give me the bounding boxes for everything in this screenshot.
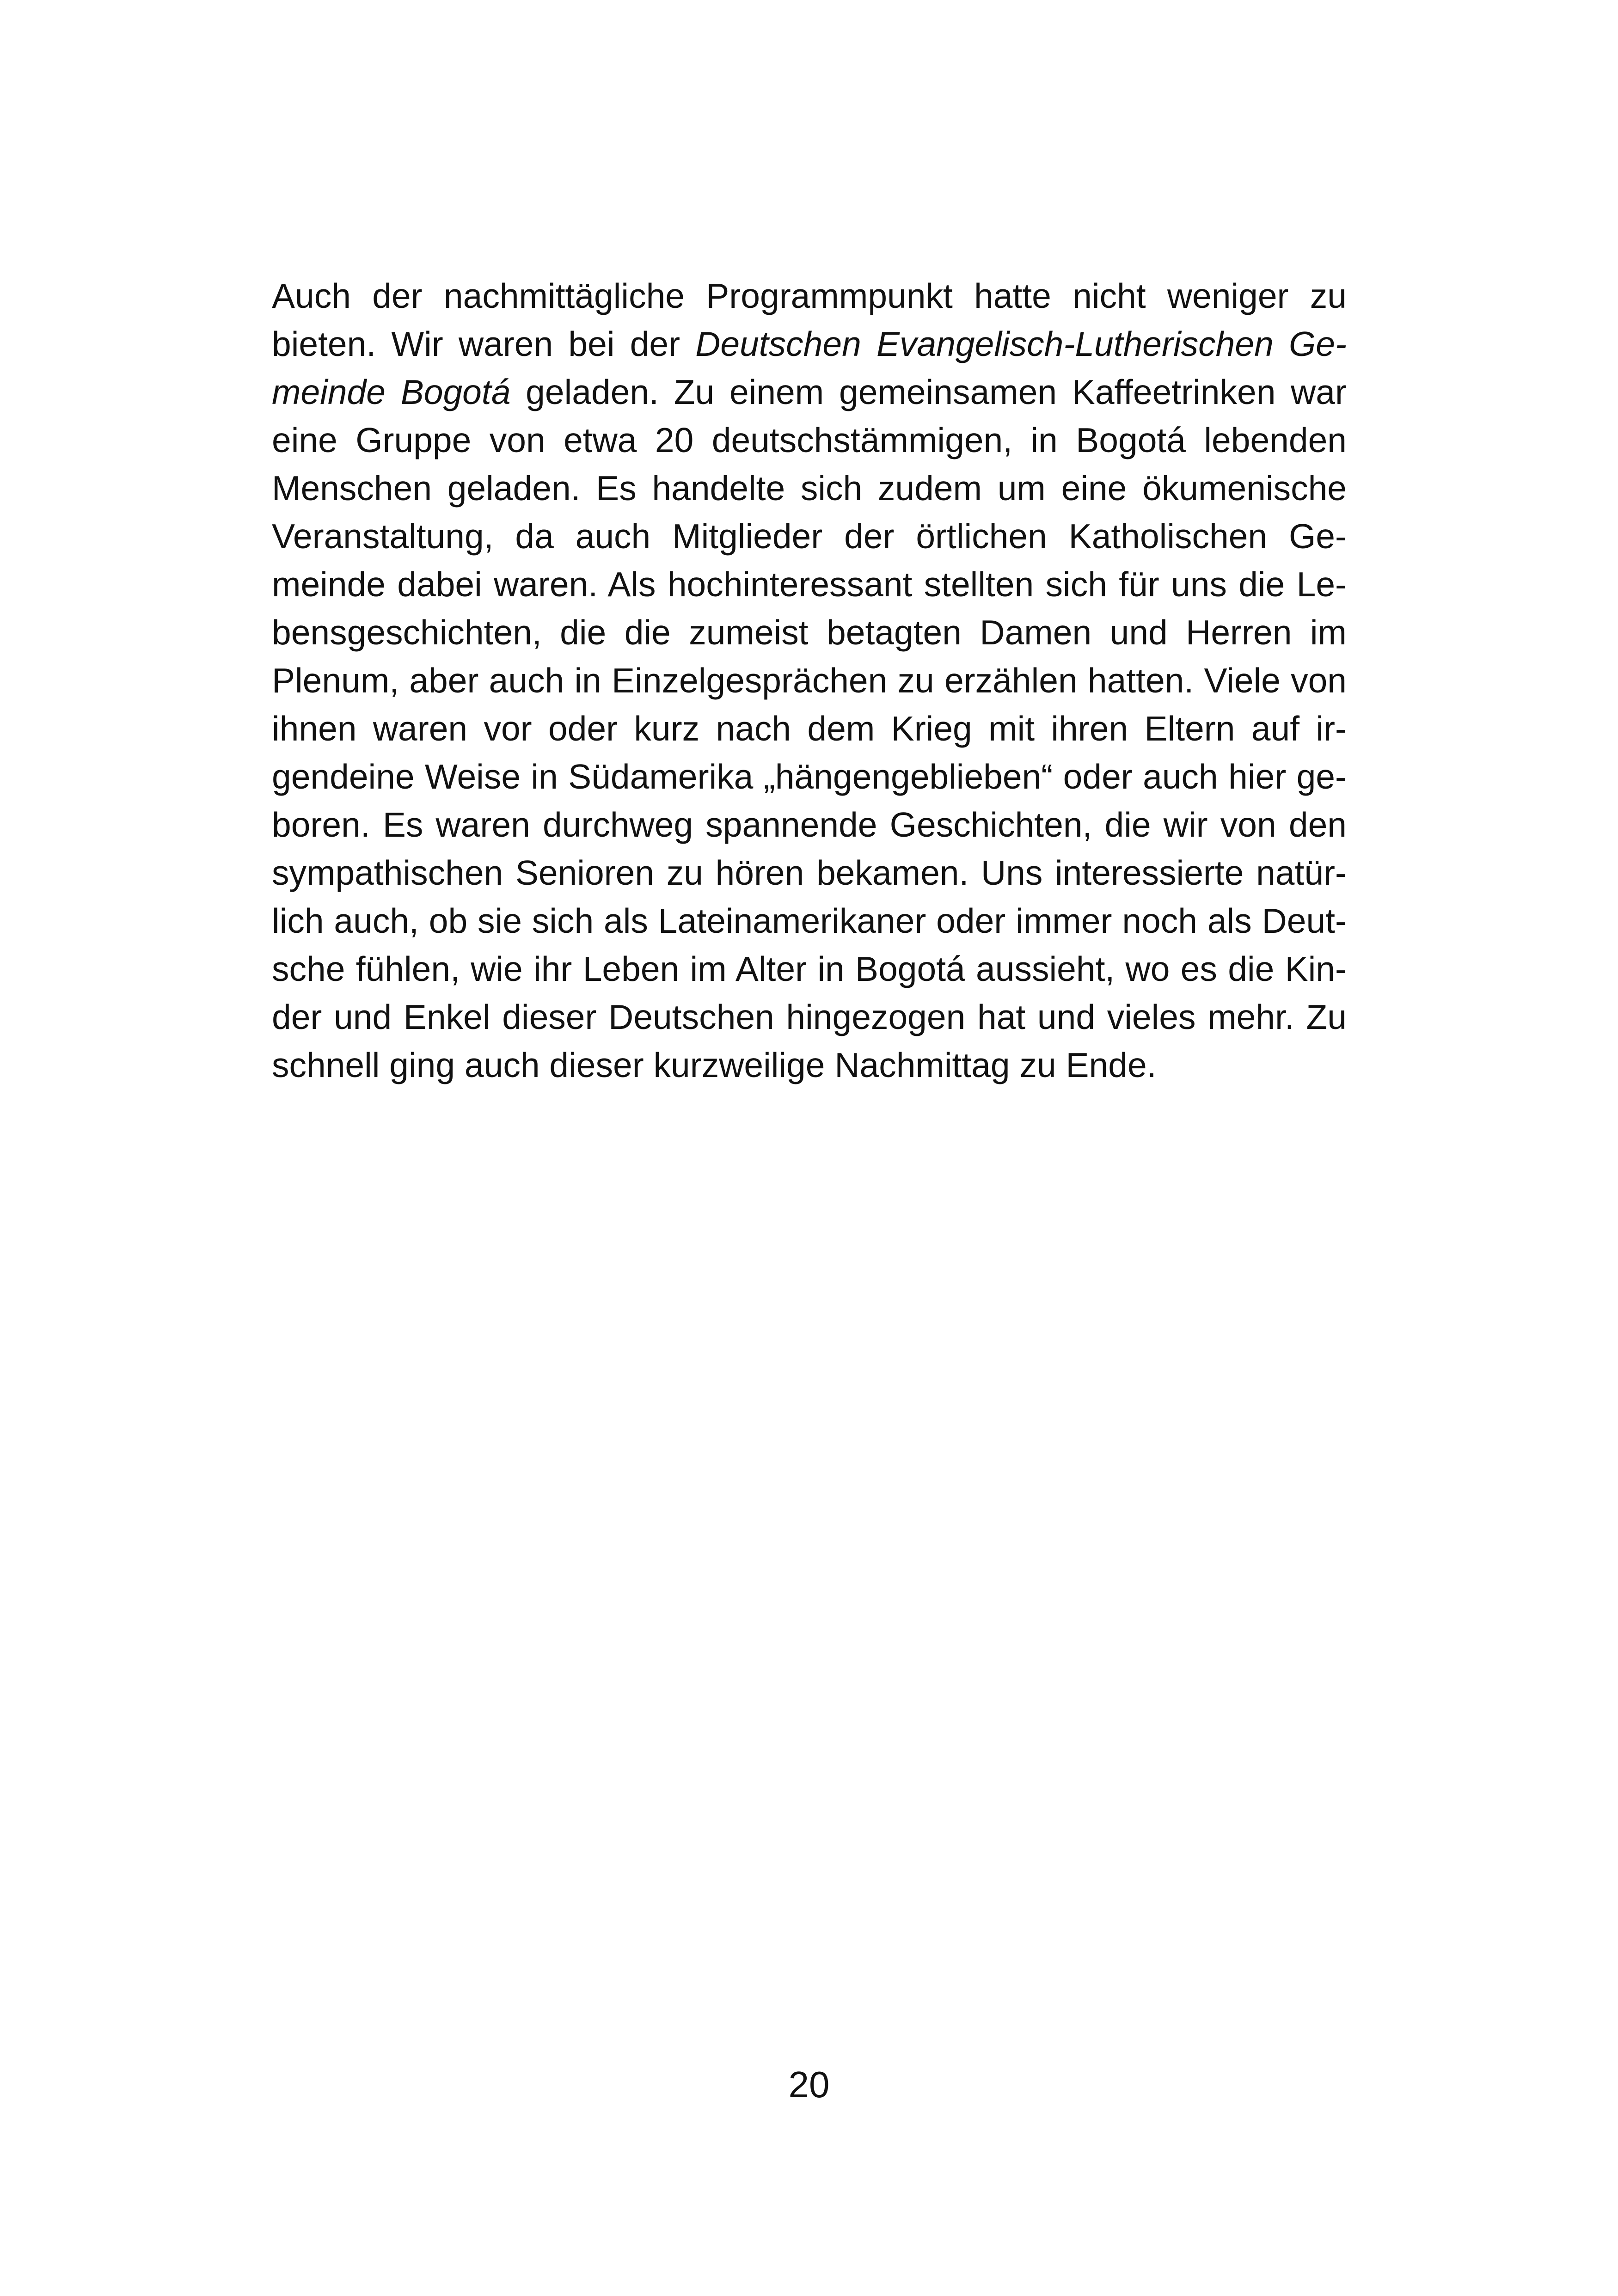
text-line: Veranstaltung, da auch Mitglieder der örtlichen Katholischen Ge- [272, 517, 1347, 556]
text-line: boren. Es waren durchweg spannende Geschichten, die wir von den [272, 805, 1347, 844]
text-line [272, 320, 1347, 368]
line-text: geladen. Zu einem gemeinsamen Kaffeetrinken war [510, 373, 1347, 411]
text-line: lich auch, ob sie sich als Lateinamerikaner oder immer noch als Deut- [272, 901, 1347, 940]
text-line: ihnen waren vor oder kurz nach dem Krieg mit ihren Eltern auf ir- [272, 709, 1347, 748]
italic-text: Deutschen Evangelisch-Lutherischen Ge- [695, 325, 1347, 363]
body-paragraph [272, 272, 1347, 1089]
text-line: schnell ging auch dieser kurzweilige Nachmittag zu Ende. [272, 1046, 1157, 1084]
text-line: sympathischen Senioren zu hören bekamen. Uns interessierte natür- [272, 853, 1347, 892]
text-line: sche fühlen, wie ihr Leben im Alter in Bogotá aussieht, wo es die Kin- [272, 949, 1347, 988]
text-line: gendeine Weise in Südamerika „hängengeblieben“ oder auch hier ge- [272, 757, 1347, 796]
line-text: bieten. Wir waren bei der [272, 325, 696, 363]
italic-text: meinde Bogotá [272, 373, 511, 411]
text-line: bensgeschichten, die die zumeist betagten Damen und Herren im [272, 613, 1347, 652]
text-line [272, 368, 1347, 416]
text-line: Auch der nachmittägliche Programmpunkt hatte nicht weniger zu [272, 276, 1347, 315]
text-line: der und Enkel dieser Deutschen hingezogen hat und vieles mehr. Zu [272, 998, 1347, 1036]
text-line: Plenum, aber auch in Einzelgesprächen zu erzählen hatten. Viele von [272, 661, 1347, 700]
text-line: meinde dabei waren. Als hochinteressant stellten sich für uns die Le- [272, 565, 1347, 604]
text-line: Menschen geladen. Es handelte sich zudem um eine ökumenische [272, 469, 1347, 508]
page-number: 20 [788, 2064, 830, 2105]
text-line: eine Gruppe von etwa 20 deutschstämmigen, in Bogotá lebenden [272, 421, 1347, 459]
